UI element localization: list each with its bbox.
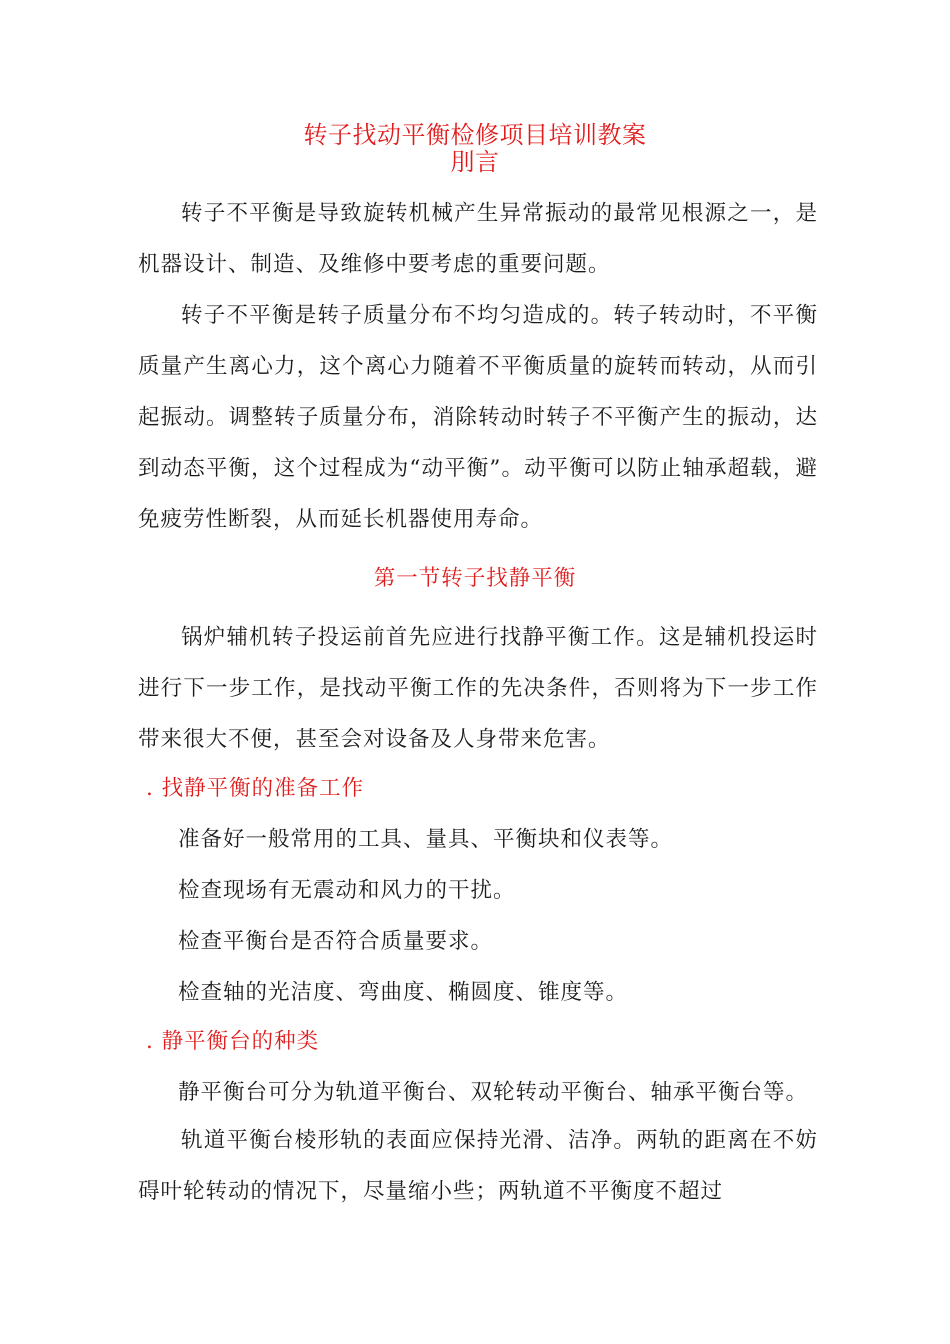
preface-paragraph-2: 转子不平衡是转子质量分布不均匀造成的。转子转动时，不平衡质量产生离心力，这个离心力随着不平衡质量的旋转而转动，从而引起振动。调整转子质量分布，消除转动时转子不平衡产生的振动，达到动态平衡，这个过程成为“动平衡”。动平衡可以防止轴承超载，避免疲劳性断裂，从而延长机器使用寿命。 [138, 303, 818, 532]
list-item: 检查现场有无震动和风力的干扰。 [178, 878, 516, 903]
subheading-preparation: . 找静平衡的准备工作 [146, 776, 365, 801]
balance-table-types-paragraph: 静平衡台可分为轨道平衡台、双轮转动平衡台、轴承平衡台等。 [178, 1080, 809, 1105]
document-subtitle: 刖言 [450, 148, 500, 176]
list-item: 检查轴的光洁度、弯曲度、椭圆度、锥度等。 [178, 980, 629, 1005]
preface-paragraph-1: 转子不平衡是导致旋转机械产生异常振动的最常见根源之一，是机器设计、制造、及维修中要考虑的重要问题。 [138, 201, 818, 277]
subheading-balance-table-types: . 静平衡台的种类 [146, 1029, 320, 1054]
section-intro-paragraph: 锅炉辅机转子投运前首先应进行找静平衡工作。这是辅机投运时进行下一步工作，是找动平衡工作的先决条件，否则将为下一步工作带来很大不便，甚至会对设备及人身带来危害。 [138, 625, 818, 752]
section-heading: 第一节转子找静平衡 [373, 566, 577, 591]
document-title: 转子找动平衡检修项目培训教案 [303, 121, 647, 149]
list-item: 准备好一般常用的工具、量具、平衡块和仪表等。 [178, 827, 674, 852]
rail-table-paragraph: 轨道平衡台棱形轨的表面应保持光滑、洁净。两轨的距离在不妨碍叶轮转动的情况下，尽量缩小些；两轨道不平衡度不超过 [138, 1128, 818, 1204]
list-item: 检查平衡台是否符合质量要求。 [178, 929, 494, 954]
